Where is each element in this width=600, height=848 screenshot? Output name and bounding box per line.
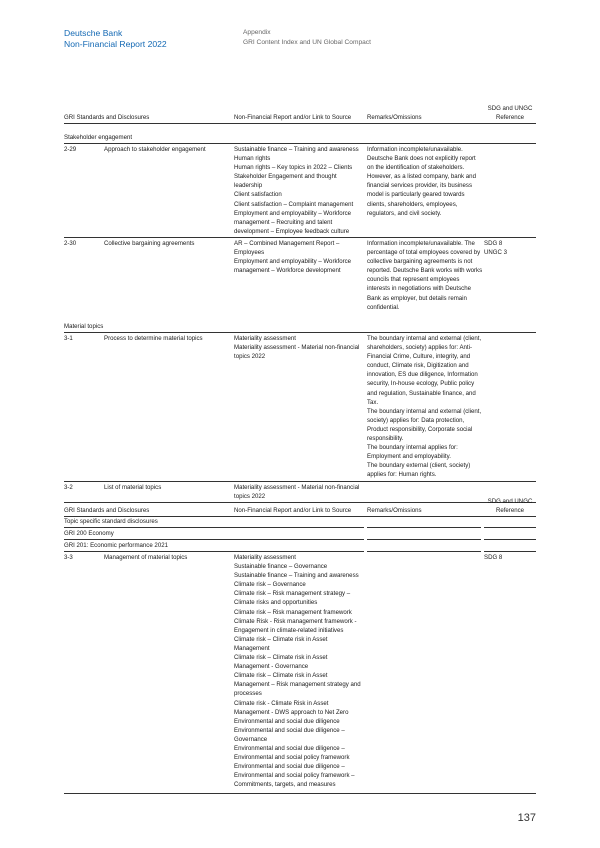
remark-line: confidential.	[367, 303, 400, 311]
source-line[interactable]: Climate Risk - Risk management framework -	[234, 617, 357, 625]
row-ref	[484, 553, 536, 562]
remark-line: The boundary internal and external (client,	[367, 335, 482, 342]
remark-line: Information incomplete/unavailable.	[367, 146, 463, 153]
remark-line: interests in negotiations with Deutsche	[367, 285, 471, 293]
source-line[interactable]: Management - DWS approach to Net Zero	[234, 708, 349, 716]
col-source: Non-Financial Report and/or Link to Source	[234, 506, 352, 514]
ref-line: UNGC 3	[484, 249, 508, 257]
remark-line: collective bargaining agreements is not	[367, 258, 473, 266]
remark-line: councils that represent employees	[367, 276, 460, 284]
source-line[interactable]: Climate risks and opportunities	[234, 599, 318, 607]
source-line[interactable]: Climate risk - Climate Risk in Asset	[234, 699, 329, 707]
brand-name: Deutsche Bank	[64, 28, 123, 38]
source-line[interactable]: leadership	[234, 182, 263, 190]
section-label: Material topics	[64, 322, 104, 330]
section-name: Appendix	[243, 29, 271, 36]
source-line[interactable]: Governance	[234, 735, 268, 743]
remark-line: applies for: Human rights.	[367, 471, 437, 479]
row-title: Management of material topics	[104, 554, 188, 561]
section-label: GRI 201: Economic performance 2021	[64, 542, 168, 549]
source-line[interactable]: Climate risk – Climate risk in Asset	[234, 654, 328, 662]
remark-line: security, In-house ecology, Public policy	[367, 380, 475, 388]
source-line[interactable]: Client satisfaction	[234, 191, 282, 199]
remark-line: Bank as employer, but details remain	[367, 294, 467, 302]
row-title: Approach to stakeholder engagement	[104, 146, 206, 153]
remark-line: Employment and employability.	[367, 453, 451, 461]
source-line[interactable]: Client satisfaction – Complaint management	[234, 200, 354, 208]
row-remarks	[367, 334, 485, 480]
source-line[interactable]: Stakeholder Engagement and thought	[234, 173, 337, 181]
section-topic-specific	[64, 517, 536, 527]
source-line[interactable]: Management	[234, 644, 270, 652]
remark-line: conduct, Climate risk, Digitization and	[367, 362, 469, 370]
source-line[interactable]: Climate risk – Governance	[234, 581, 306, 589]
source-line[interactable]: Environmental and social due diligence –	[234, 744, 345, 752]
ref-line: SDG 8	[484, 554, 503, 561]
section-label: Topic specific standard disclosures	[64, 518, 158, 525]
header-section	[243, 28, 371, 47]
row-source	[234, 145, 364, 236]
row-source	[234, 334, 364, 361]
row-source	[234, 553, 364, 789]
row-remarks	[367, 145, 485, 218]
table-row	[64, 334, 536, 481]
row-title: Collective bargaining agreements	[104, 240, 195, 247]
source-line[interactable]: management – Recruiting and talent	[234, 218, 333, 226]
source-line[interactable]: Climate risk – Climate risk in Asset	[234, 635, 328, 643]
remark-line: Financial Crime, Culture, integrity, and	[367, 353, 471, 361]
remark-line: However, as a listed company, bank and	[367, 173, 476, 181]
section-gri200	[64, 529, 536, 539]
row-ref	[484, 239, 536, 257]
col-sdg: SDG and UNGC Reference	[487, 105, 533, 121]
source-line[interactable]: Engagement in climate-related initiatives	[234, 626, 344, 634]
source-line[interactable]: Sustainable finance – Training and awareness	[234, 146, 359, 153]
col-sdg: SDG and UNGC Reference	[487, 498, 533, 514]
col-gri-standards: GRI Standards and Disclosures	[64, 506, 150, 514]
row-id: 2-29	[64, 146, 77, 153]
row-id: 3-1	[64, 335, 73, 342]
source-line[interactable]: processes	[234, 690, 262, 698]
remark-line: innovation, ES due diligence, Information	[367, 371, 478, 379]
row-id: 3-3	[64, 554, 73, 561]
source-line[interactable]: Environmental and social due diligence –	[234, 763, 345, 771]
remark-line: reported. Deutsche Bank works with works	[367, 267, 483, 275]
remark-line: The boundary internal and external (client,	[367, 407, 482, 415]
source-line[interactable]: Environmental and social policy framework	[234, 754, 350, 762]
source-line[interactable]: Human rights – Key topics in 2022 – Clients	[234, 164, 353, 172]
gri-table-2	[64, 495, 536, 793]
source-line[interactable]: Environmental and social due diligence	[234, 717, 340, 725]
row-title: Process to determine material topics	[104, 335, 203, 342]
section-stakeholder	[64, 129, 536, 143]
page-number: 137	[517, 812, 536, 824]
source-line[interactable]: Materiality assessment	[234, 335, 296, 342]
section-gri201	[64, 541, 536, 551]
source-line[interactable]: management – Workforce development	[234, 267, 341, 275]
col-source: Non-Financial Report and/or Link to Source	[234, 113, 352, 121]
row-source	[234, 239, 364, 275]
source-line[interactable]: Materiality assessment - Material non-financial	[234, 344, 360, 352]
source-line[interactable]: Human rights	[234, 155, 271, 163]
source-line[interactable]: Employment and employability – Workforce	[234, 209, 352, 217]
source-line[interactable]: topics 2022	[234, 353, 266, 361]
gri-table-1	[64, 102, 536, 502]
header-brand	[64, 28, 167, 49]
remark-line: society) applies for: Data protection,	[367, 416, 465, 424]
report-name: Non-Financial Report 2022	[64, 38, 167, 49]
source-line[interactable]: Materiality assessment - Material non-financial	[234, 484, 360, 491]
section-material	[64, 318, 536, 332]
source-line[interactable]: Sustainable finance – Training and awareness	[234, 572, 359, 580]
source-line[interactable]: Sustainable finance – Governance	[234, 563, 328, 571]
table-row	[64, 239, 536, 315]
table-header	[64, 102, 536, 122]
remark-line: financial services provider, its business	[367, 182, 472, 190]
subsection-name: GRI Content Index and UN Global Compact	[243, 38, 371, 46]
remark-line: shareholders, society) applies for: Anti-	[367, 344, 472, 352]
ref-line: SDG 8	[484, 240, 503, 247]
remark-line: regulators, and civil society.	[367, 209, 442, 217]
remark-line: model is particularly geared towards	[367, 191, 465, 199]
remark-line: and regulation, Sustainable finance, and	[367, 389, 476, 397]
col-remarks: Remarks/Omissions	[367, 506, 422, 514]
table-row	[64, 553, 536, 793]
remark-line: Information incomplete/unavailable. The	[367, 240, 475, 247]
remark-line: Product responsibility, Corporate social	[367, 425, 473, 433]
row-remarks	[367, 239, 485, 312]
source-line[interactable]: Climate risk – Risk management strategy –	[234, 590, 351, 598]
source-line[interactable]: Employment and employability – Workforce	[234, 258, 352, 266]
source-line[interactable]: development – Employee feedback culture	[234, 227, 350, 235]
remark-line: The boundary internal applies for:	[367, 444, 458, 452]
source-line[interactable]: topics 2022	[234, 493, 266, 501]
remark-line: The boundary external (client, society)	[367, 462, 471, 470]
remark-line: on the identification of stakeholders.	[367, 164, 465, 172]
source-line[interactable]: AR – Combined Management Report –	[234, 240, 340, 247]
remark-line: responsibility.	[367, 435, 404, 443]
source-line[interactable]: Employees	[234, 249, 265, 257]
remark-line: percentage of total employees covered by	[367, 249, 481, 257]
table-row	[64, 145, 536, 237]
source-line[interactable]: Environmental and social due diligence –	[234, 726, 345, 734]
source-line[interactable]: Climate risk – Climate risk in Asset	[234, 672, 328, 680]
source-line[interactable]: Management - Governance	[234, 663, 309, 671]
source-line[interactable]: Environmental and social policy framework –	[234, 772, 355, 780]
section-label: Stakeholder engagement	[64, 133, 133, 141]
source-line[interactable]: Management – Risk management strategy and	[234, 681, 361, 689]
source-line[interactable]: Commitments, targets, and measures	[234, 781, 336, 789]
row-id: 2-30	[64, 240, 77, 247]
col-remarks: Remarks/Omissions	[367, 113, 422, 121]
row-title: List of material topics	[104, 484, 162, 491]
source-line[interactable]: Climate risk – Risk management framework	[234, 608, 352, 616]
remark-line: Tax.	[367, 398, 379, 406]
row-id: 3-2	[64, 484, 73, 491]
col-gri-standards: GRI Standards and Disclosures	[64, 113, 150, 121]
remark-line: Deutsche Bank does not explicitly report	[367, 155, 476, 163]
source-line[interactable]: Materiality assessment	[234, 554, 296, 561]
section-label: GRI 200 Economy	[64, 530, 114, 537]
remark-line: clients, shareholders, employees,	[367, 200, 458, 208]
table-header	[64, 495, 536, 515]
